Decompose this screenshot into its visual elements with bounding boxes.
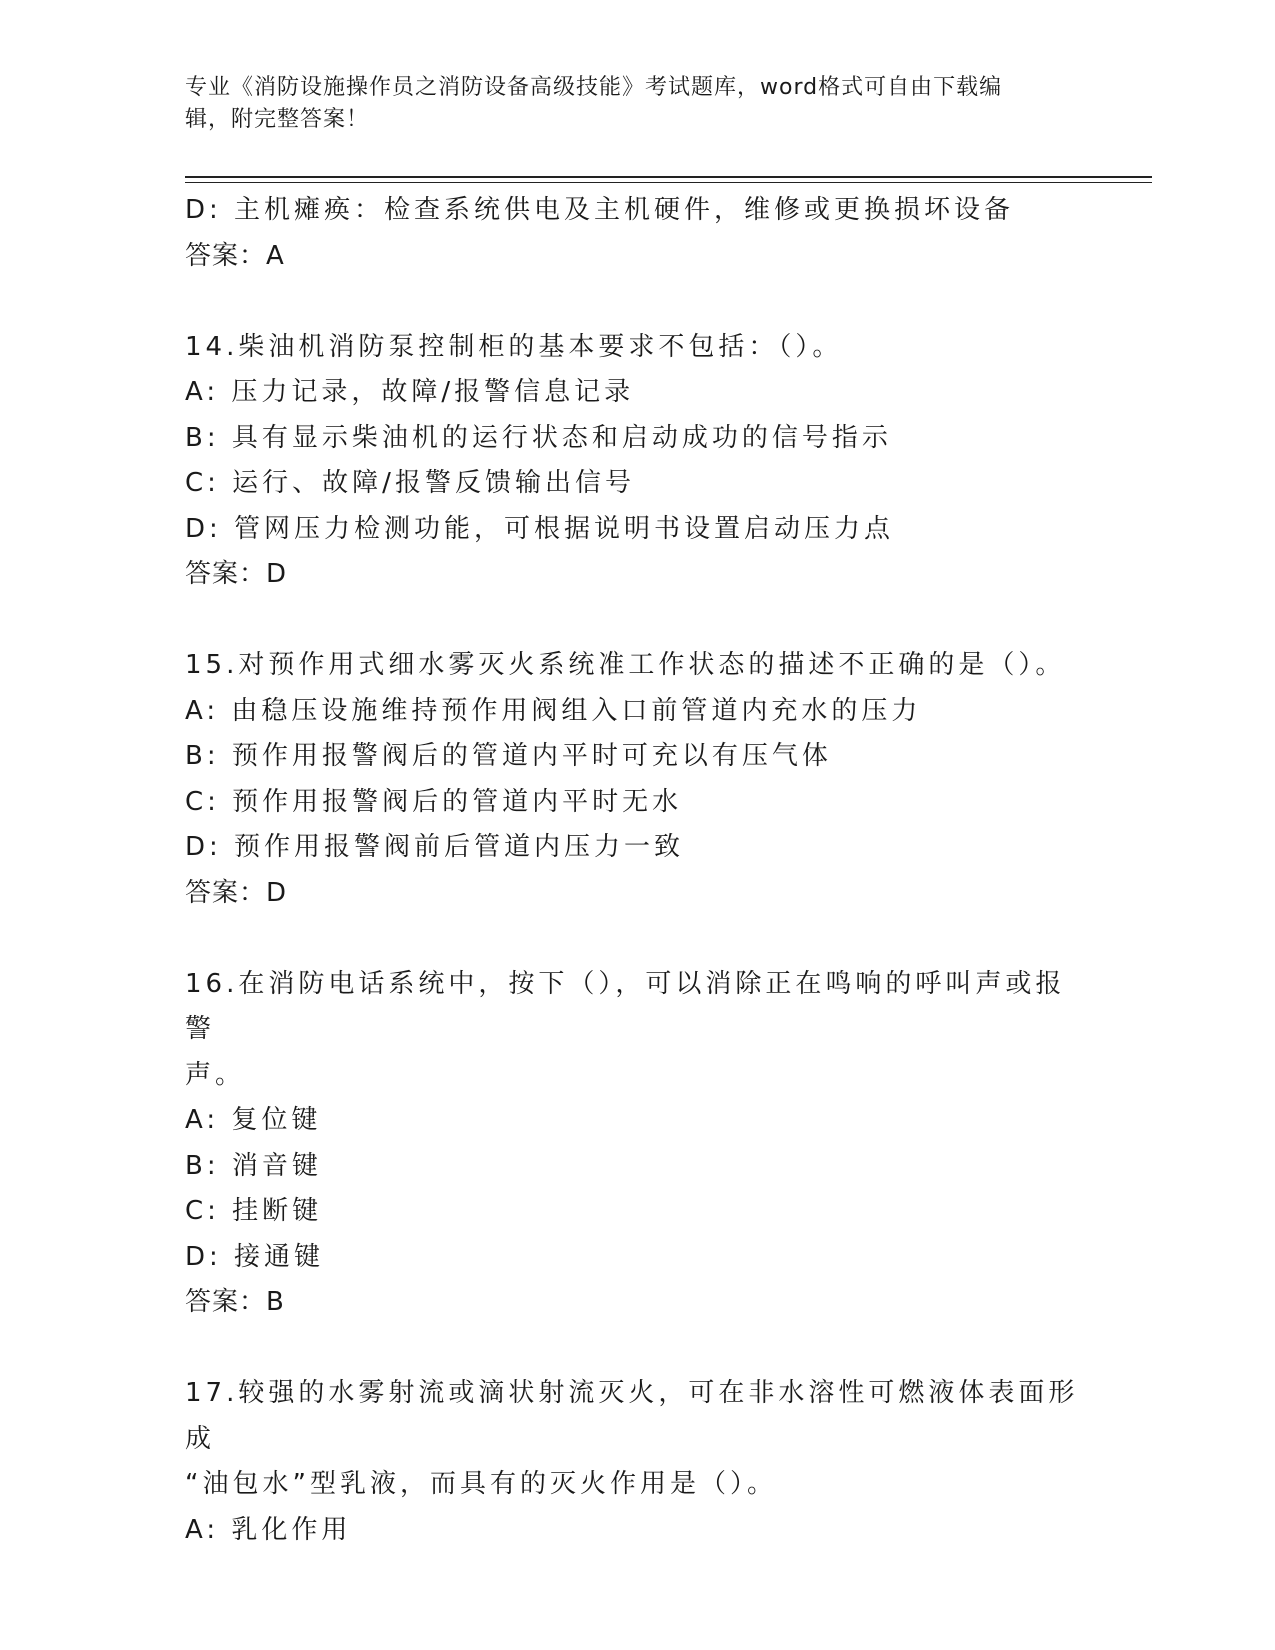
option-a: A: 复位键	[185, 1105, 322, 1135]
question-16	[185, 962, 1085, 1326]
question-stem-line-1: 17.较强的水雾射流或滴状射流灭火，可在非水溶性可燃液体表面形成	[185, 1378, 1079, 1454]
spacer	[185, 279, 1085, 325]
option-a: A: 由稳压设施维持预作用阀组入口前管道内充水的压力	[185, 695, 922, 726]
question-14	[185, 325, 1085, 598]
question-stem: 15.对预作用式细水雾灭火系统准工作状态的描述不正确的是（）。	[185, 650, 1066, 680]
option-d: D: 接通键	[185, 1241, 325, 1272]
question-stem-line-2: “油包水”型乳液，而具有的灭火作用是（）。	[185, 1469, 777, 1499]
option-b: B: 消音键	[185, 1150, 322, 1181]
header-line-2: 辑，附完整答案！	[185, 107, 370, 132]
question-content	[185, 188, 1085, 1553]
option-d: D: 预作用报警阀前后管道内压力一致	[185, 832, 685, 862]
answer: 答案：D	[185, 877, 288, 908]
spacer	[185, 598, 1085, 644]
question-17	[185, 1371, 1085, 1553]
header-divider-thick	[185, 176, 1152, 178]
option-b: B: 预作用报警阀后的管道内平时可充以有压气体	[185, 741, 832, 771]
option-c: C: 运行、故障/报警反馈输出信号	[185, 468, 635, 498]
option-c: C: 预作用报警阀后的管道内平时无水	[185, 786, 683, 817]
header-divider-thin	[185, 182, 1152, 183]
option-a: A: 压力记录，故障/报警信息记录	[185, 377, 635, 407]
prev-question-answer: 答案：A	[185, 240, 285, 271]
option-d: D: 管网压力检测功能，可根据说明书设置启动压力点	[185, 513, 895, 544]
document-header	[185, 72, 1065, 136]
header-line-1: 专业《消防设施操作员之消防设备高级技能》考试题库，word格式可自由下载编	[185, 75, 1003, 100]
option-b: B: 具有显示柴油机的运行状态和启动成功的信号指示	[185, 422, 892, 453]
answer: 答案：B	[185, 1287, 285, 1317]
question-stem-line-2: 声。	[185, 1059, 246, 1090]
question-stem: 14.柴油机消防泵控制柜的基本要求不包括：（）。	[185, 331, 843, 362]
question-stem-line-1: 16.在消防电话系统中，按下（），可以消除正在鸣响的呼叫声或报警	[185, 968, 1066, 1044]
option-c: C: 挂断键	[185, 1196, 323, 1226]
option-a: A: 乳化作用	[185, 1514, 352, 1545]
spacer	[185, 916, 1085, 962]
spacer	[185, 1326, 1085, 1372]
answer: 答案：D	[185, 559, 288, 589]
prev-question-option-d: D: 主机瘫痪：检查系统供电及主机硬件，维修或更换损坏设备	[185, 195, 1015, 225]
question-15	[185, 643, 1085, 916]
